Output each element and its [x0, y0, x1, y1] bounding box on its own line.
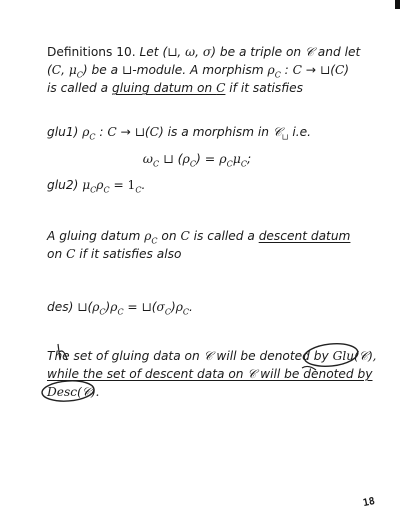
notation-line-1: [47, 348, 377, 364]
des-label: des): [47, 300, 74, 314]
glu-symbol: Glu(𝒞),: [332, 349, 377, 363]
des-line: des) $⊔(\rho_C)\rho_C$ = $⊔(\sigma_C)\rho_C$.: [47, 300, 193, 317]
notation-line-2: [47, 366, 377, 382]
glu2-line: glu2) $\mu_C\rho_C = 1_C$.: [47, 178, 146, 195]
notation-line-3: [47, 384, 367, 400]
notation-line1-text: The set of gluing data on 𝒞 will be denoted by: [47, 349, 329, 363]
scan-edge-mark: [395, 0, 400, 9]
gluing-datum-term: gluing datum on C: [112, 81, 226, 95]
definition-line3-pre: is called a: [47, 81, 109, 95]
descent-line-1: A gluing datum $\rho_C$ on C is called a descent datum: [47, 229, 351, 246]
definition-line3-post: if it satisfies: [229, 81, 303, 95]
definition-label: Definitions 10.: [47, 45, 136, 59]
notation-line2-text: while the set of descent data on 𝒞 will be denoted by: [47, 367, 373, 381]
glu1-equation: $\omega_C$ ⊔ $(\rho_C) = \rho_C\mu_C$;: [142, 151, 252, 169]
page-number: 18: [361, 495, 377, 510]
glu1-label: glu1): [47, 125, 79, 139]
definition-intro: Let (⊔, ω, σ) be a triple on 𝒞 and let: [139, 45, 361, 59]
descent-datum-term: descent datum: [258, 229, 351, 243]
definition-line-2: (C, $\mu_C$) be a ⊔-module. A morphism $\rho_C$ : C → ⊔(C): [47, 63, 350, 80]
descent-line-2: on C if it satisfies also: [47, 247, 182, 261]
glu2-label: glu2): [47, 178, 79, 192]
desc-symbol: Desc(𝒞).: [47, 385, 100, 399]
definition-line-3: [47, 80, 367, 96]
glu1-line: glu1) $\rho_C$ : C → ⊔(C) is a morphism in 𝒞$_⊔$ i.e.: [47, 125, 311, 142]
definition-line-1: [47, 44, 367, 60]
